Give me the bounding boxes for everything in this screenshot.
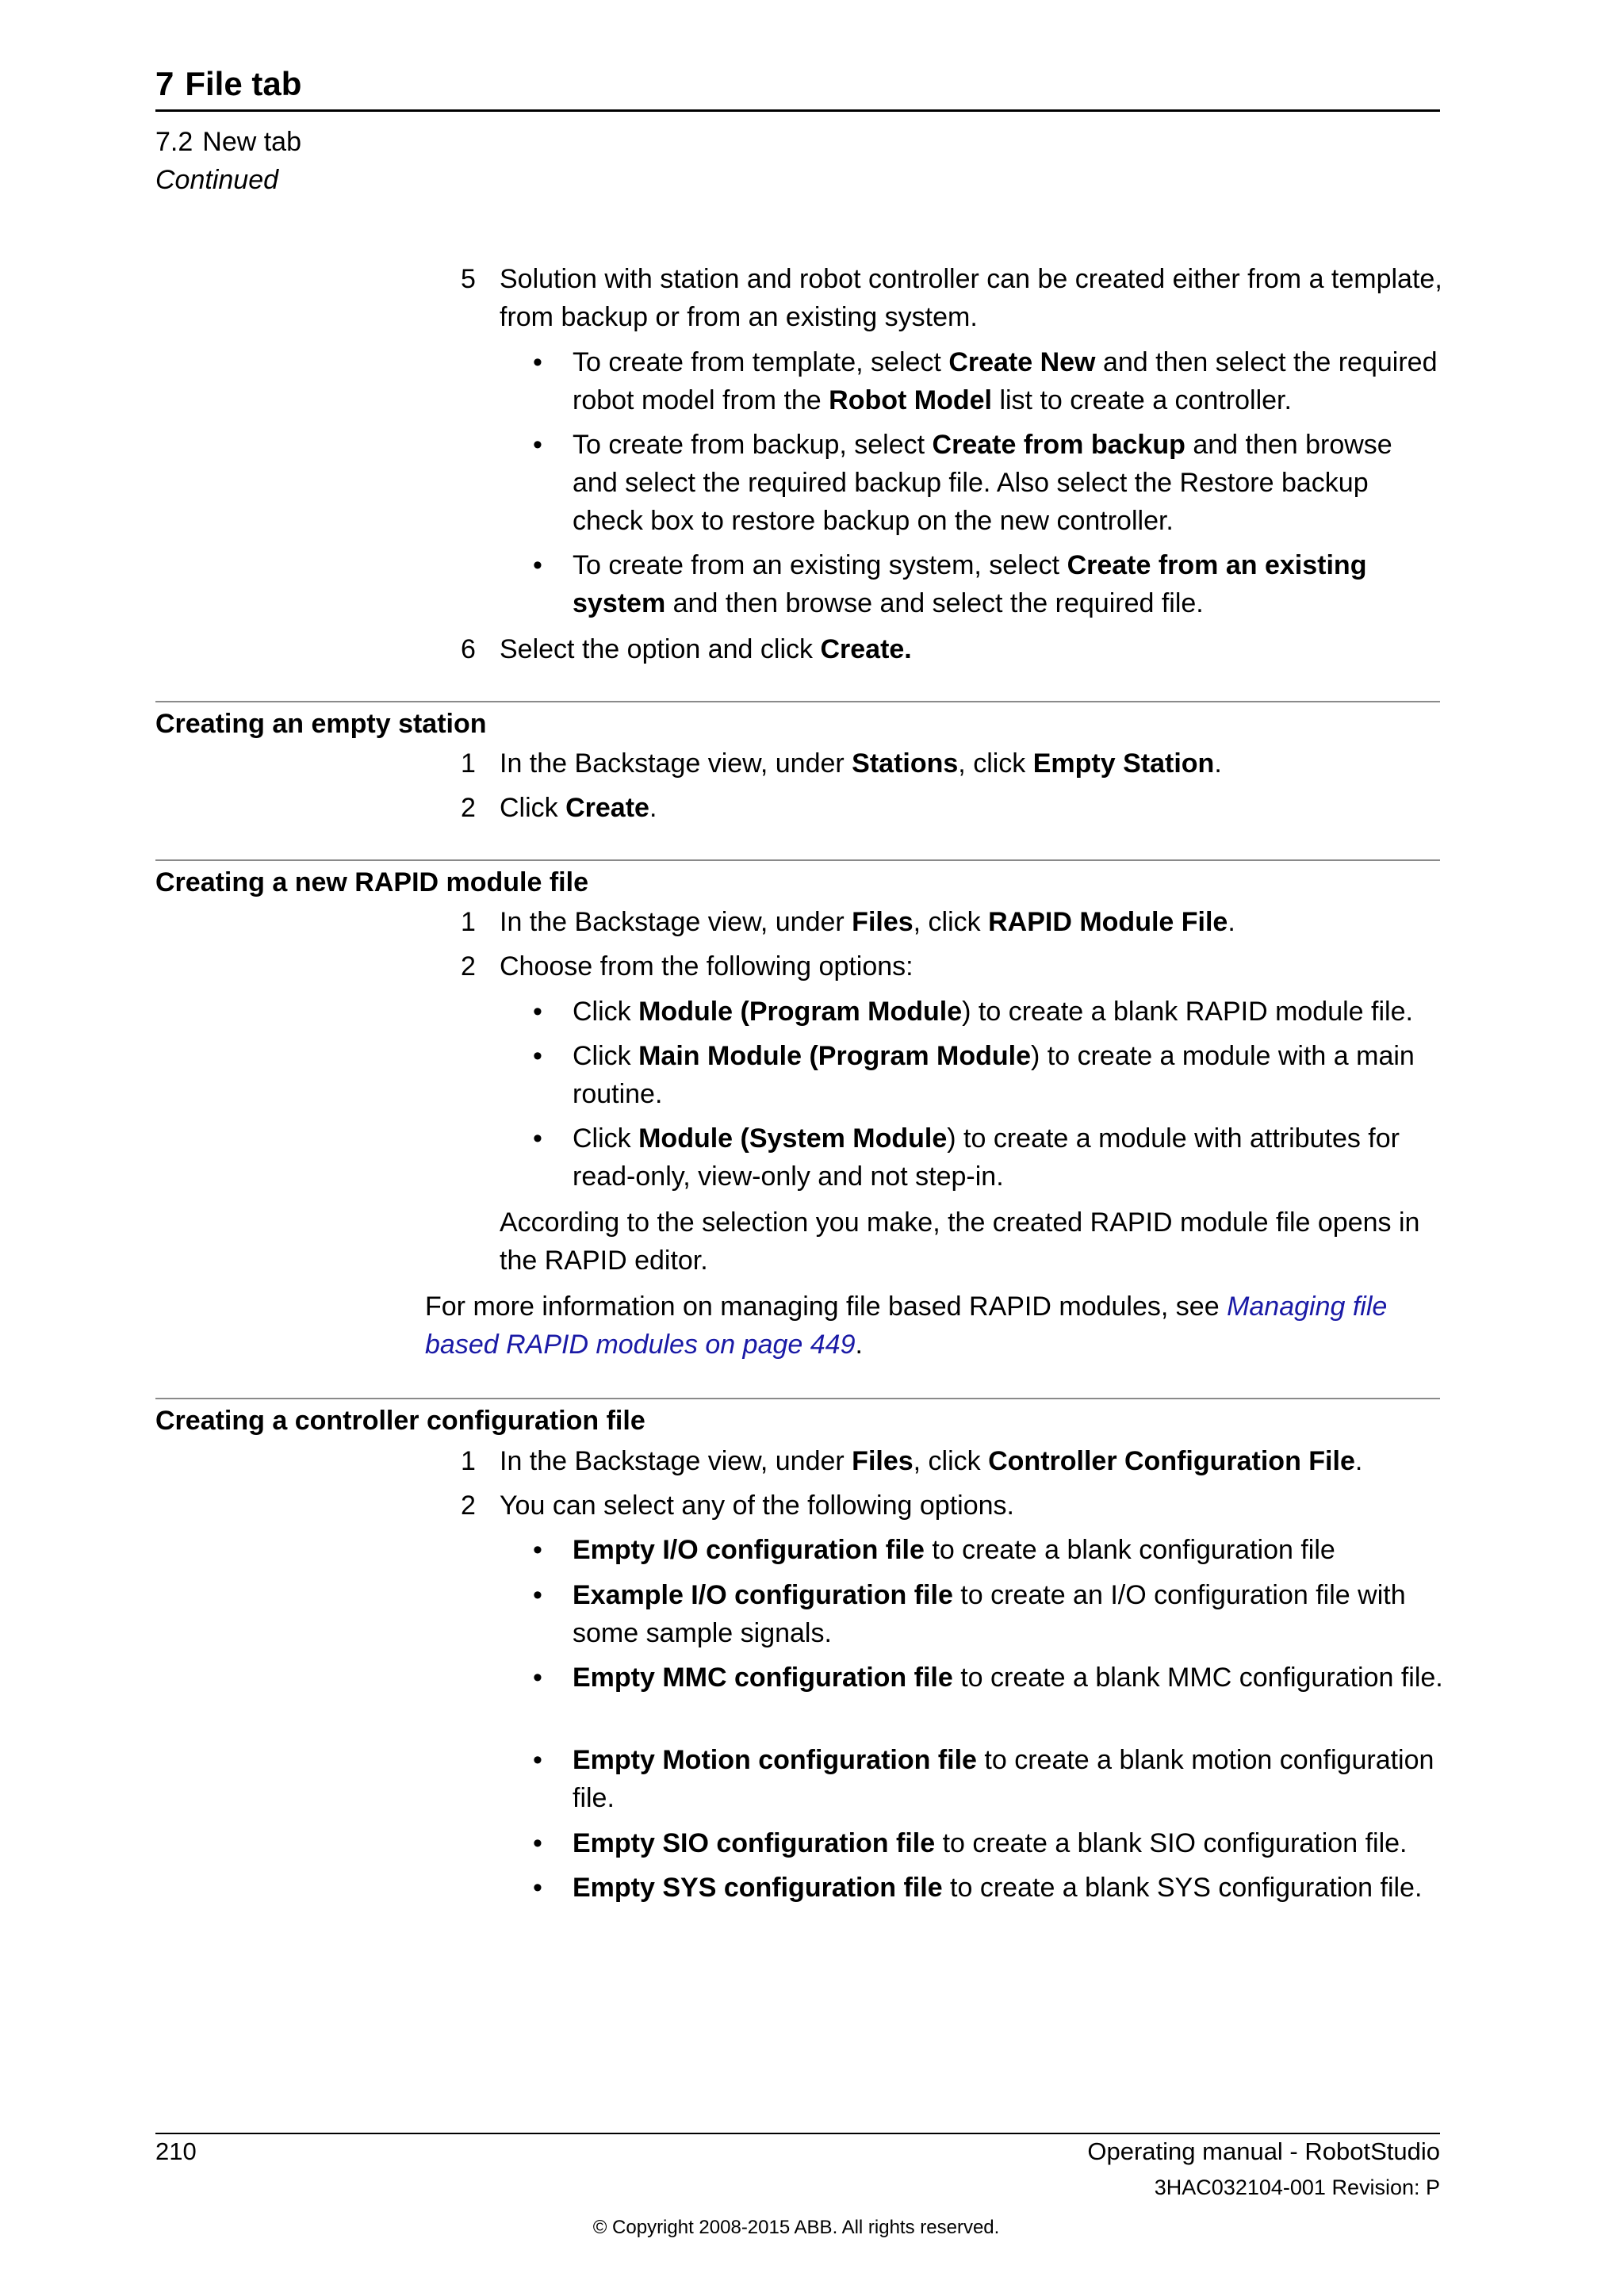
- step-number: 5: [461, 264, 476, 294]
- bullet-item: [573, 1741, 1445, 1817]
- subsection-heading: Creating a controller configuration file: [155, 1406, 645, 1436]
- section-name: New tab: [202, 127, 301, 157]
- text-run: , click: [958, 748, 1033, 779]
- text-run: , click: [913, 1446, 989, 1476]
- text-run: Click: [573, 997, 639, 1027]
- ui-term: System Module: [749, 1123, 948, 1154]
- bullet-item: [573, 1119, 1445, 1196]
- text-run: In the Backstage view, under: [500, 907, 852, 937]
- bullet-item: [573, 993, 1469, 1031]
- step-text: [500, 903, 1464, 941]
- text-run: to create a blank SYS configuration file.: [942, 1873, 1423, 1903]
- ui-term: Empty MMC configuration file: [573, 1663, 953, 1693]
- bullet-item: [573, 1869, 1477, 1907]
- step-text: Solution with station and robot controller can be created either from a template, from backup or from an existing system.: [500, 264, 1442, 332]
- text-run: to create a blank MMC configuration file.: [952, 1663, 1443, 1693]
- section-rule: [155, 701, 1440, 702]
- subsection-heading: Creating an empty station: [155, 709, 487, 739]
- bullet-dot: •: [533, 1580, 542, 1610]
- text-run: to create a blank motion configuration file.: [573, 1745, 1434, 1813]
- step-number: 2: [461, 793, 476, 823]
- manual-title: Operating manual - RobotStudio: [1087, 2137, 1440, 2165]
- text-run: .: [1214, 748, 1222, 779]
- bullet-item: [573, 1824, 1477, 1862]
- text-run: Click: [573, 1041, 639, 1071]
- more-info-paragraph: [425, 1288, 1448, 1364]
- bullet-item: [573, 1576, 1445, 1652]
- header-rule: [155, 109, 1440, 112]
- text-run: (: [802, 1041, 818, 1071]
- bullet-dot: •: [533, 1123, 542, 1154]
- step-text: [500, 789, 1464, 827]
- bullet-item: [573, 1037, 1445, 1113]
- text-run: , click: [913, 907, 989, 937]
- bullet-dot: •: [533, 1041, 542, 1071]
- chapter-title: [155, 65, 301, 103]
- text-run: to create a blank SIO configuration file.: [935, 1828, 1408, 1858]
- text-run: To create from an existing system, select: [573, 550, 1067, 580]
- step-number: 1: [461, 748, 476, 779]
- text-run: ) to create a blank RAPID module file.: [962, 997, 1413, 1027]
- text-run: In the Backstage view, under: [500, 748, 852, 779]
- text-run: .: [1228, 907, 1235, 937]
- text-run: (: [733, 1123, 749, 1154]
- text-run: Select the option and click: [500, 634, 821, 664]
- step-number: 1: [461, 1446, 476, 1476]
- ui-term: Empty SIO configuration file: [573, 1828, 936, 1858]
- ui-term: Create: [565, 793, 649, 823]
- ui-term: Empty SYS configuration file: [573, 1873, 943, 1903]
- ui-term: RAPID Module File: [988, 907, 1228, 937]
- text-run: and then browse and select the required backup file. Also select the Restore backup check box to restore backup on the new controller.: [573, 430, 1392, 536]
- ui-term: Example I/O configuration file: [573, 1580, 953, 1610]
- page-number: 210: [155, 2137, 197, 2165]
- text-run: Click: [500, 793, 566, 823]
- step-number: 2: [461, 1490, 476, 1521]
- footer-rule: [155, 2133, 1440, 2134]
- ui-term: Files: [852, 907, 914, 937]
- step-text: [500, 744, 1464, 783]
- chapter-name: File tab: [185, 65, 302, 102]
- bullet-dot: •: [533, 347, 542, 377]
- ui-term: Module: [638, 997, 733, 1027]
- ui-term: Empty I/O configuration file: [573, 1535, 925, 1565]
- bullet-item: [573, 1531, 1461, 1569]
- bullet-dot: •: [533, 550, 542, 580]
- ui-term: Controller Configuration File: [988, 1446, 1355, 1476]
- step-text: [500, 1442, 1464, 1480]
- subsection-heading: Creating a new RAPID module file: [155, 867, 588, 897]
- step-text: You can select any of the following options.: [500, 1490, 1014, 1521]
- continued-label: Continued: [155, 165, 279, 195]
- bullet-dot: •: [533, 1745, 542, 1775]
- text-run: ) to create a module with attributes for read-only, view-only and not step-in.: [573, 1123, 1400, 1192]
- document-id: 3HAC032104-001 Revision: P: [1154, 2175, 1440, 2199]
- bullet-dot: •: [533, 997, 542, 1027]
- step-number: 2: [461, 951, 476, 982]
- text-run: For more information on managing file based RAPID modules, see: [425, 1292, 1228, 1322]
- text-run: to create an I/O configuration file with some sample signals.: [573, 1580, 1406, 1648]
- ui-term: Create from backup: [932, 430, 1185, 460]
- section-number: 7.2: [155, 127, 193, 157]
- text-run: to create a blank configuration file: [924, 1535, 1335, 1565]
- cross-reference-link[interactable]: Managing file based RAPID modules on page 449: [425, 1292, 1388, 1360]
- ui-term: Main Module: [638, 1041, 802, 1071]
- bullet-dot: •: [533, 1828, 542, 1858]
- bullet-item: [573, 343, 1445, 419]
- text-run: .: [855, 1330, 863, 1360]
- step-number: 6: [461, 634, 476, 664]
- text-run: list to create a controller.: [992, 385, 1292, 415]
- ui-term: Program Module: [818, 1041, 1032, 1071]
- chapter-number: 7: [155, 65, 174, 102]
- text-run: (: [733, 997, 749, 1027]
- section-rule: [155, 1398, 1440, 1399]
- ui-term: Empty Motion configuration file: [573, 1745, 977, 1775]
- text-run: In the Backstage view, under: [500, 1446, 852, 1476]
- bullet-item: [573, 426, 1437, 540]
- text-run: To create from backup, select: [573, 430, 933, 460]
- step-number: 1: [461, 907, 476, 937]
- ui-term: Stations: [852, 748, 959, 779]
- bullet-item: [573, 1659, 1445, 1697]
- step-text: Choose from the following options:: [500, 951, 914, 982]
- ui-term: Create.: [820, 634, 912, 664]
- bullet-dot: •: [533, 1663, 542, 1693]
- ui-term: Files: [852, 1446, 914, 1476]
- section-title: [155, 127, 301, 158]
- text-run: and then browse and select the required file.: [665, 588, 1204, 618]
- text-run: .: [1354, 1446, 1363, 1476]
- bullet-dot: •: [533, 430, 542, 460]
- bullet-item: [573, 546, 1437, 622]
- bullet-dot: •: [533, 1535, 542, 1565]
- text-run: .: [649, 793, 657, 823]
- copyright-notice: © Copyright 2008-2015 ABB. All rights reserved.: [592, 2217, 1000, 2238]
- section-rule: [155, 859, 1440, 861]
- text-run: Click: [573, 1123, 639, 1154]
- ui-term: Robot Model: [829, 385, 992, 415]
- paragraph: According to the selection you make, the created RAPID module file opens in the RAPID editor.: [500, 1207, 1420, 1276]
- ui-term: Module: [638, 1123, 733, 1154]
- ui-term: Create New: [948, 347, 1096, 377]
- step-text: [500, 630, 1464, 668]
- bullet-dot: •: [533, 1873, 542, 1903]
- ui-term: Program Module: [749, 997, 963, 1027]
- ui-term: Empty Station: [1032, 748, 1215, 779]
- ui-term: Create from an existing system: [573, 550, 1367, 618]
- text-run: ) to create a module with a main routine.: [573, 1041, 1415, 1109]
- text-run: and then select the required robot model from the: [573, 347, 1438, 415]
- text-run: To create from template, select: [573, 347, 949, 377]
